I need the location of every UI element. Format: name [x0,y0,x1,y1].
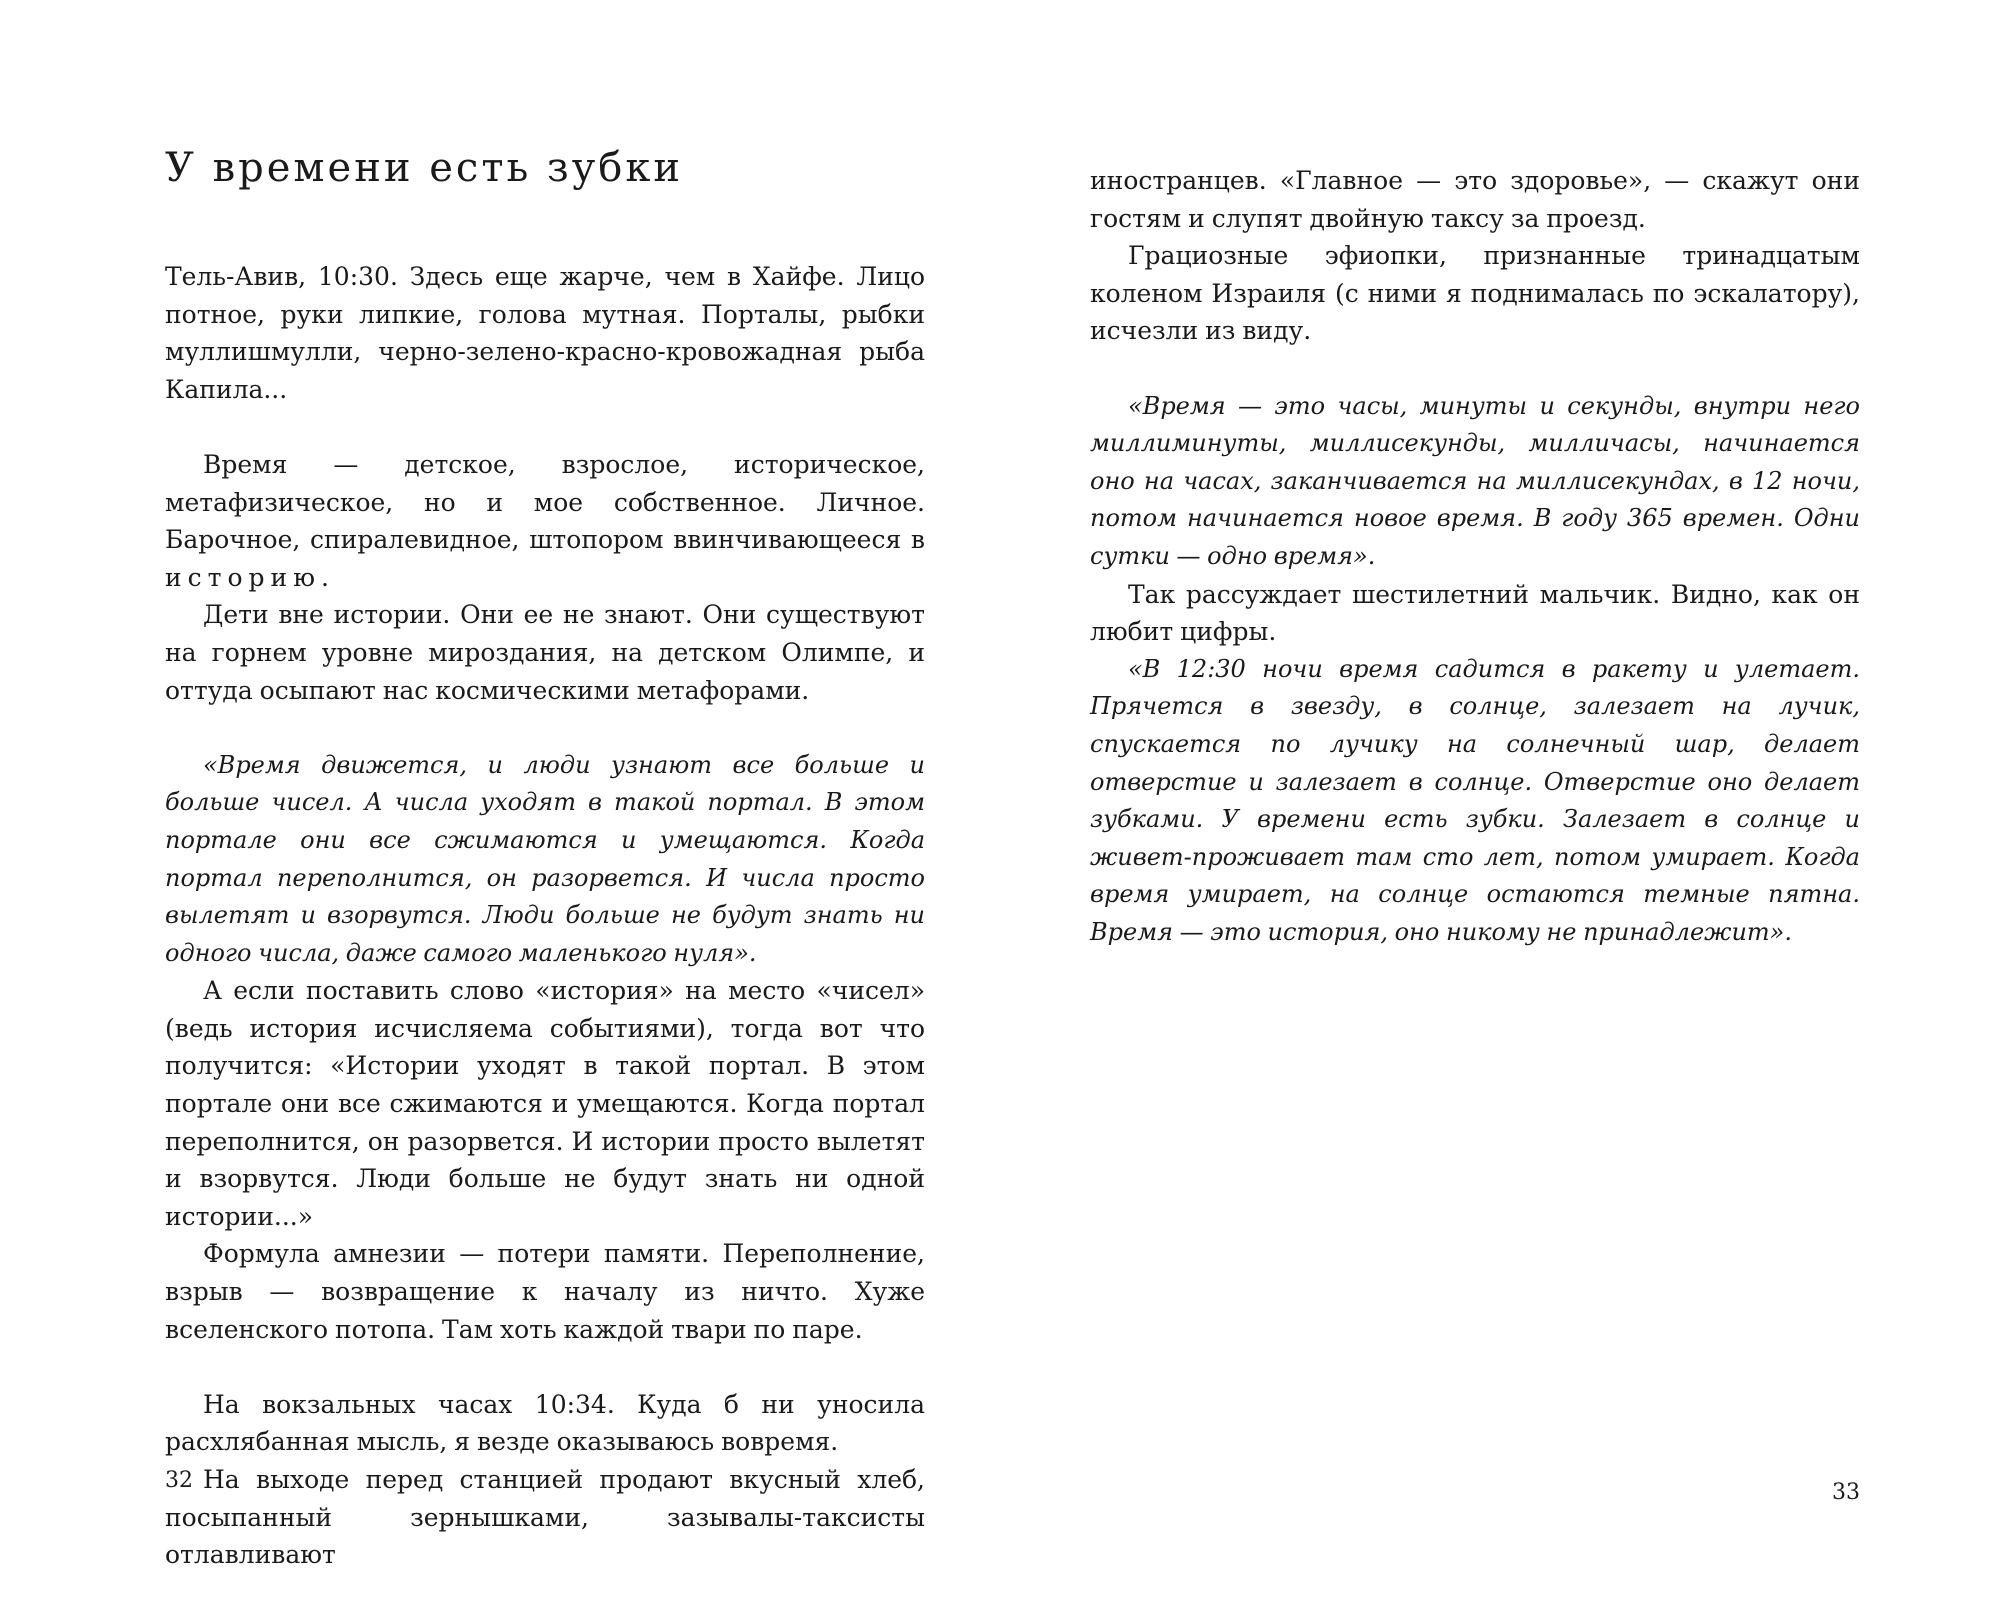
quote-paragraph: «В 12:30 ночи время садится в ракету и улетает. Прячется в звезду, в солнце, залезает на лучик, спускается по лучику на солнечный шар, делает отверстие и залезает в солнце. Отверстие оно делает зубками. У времени есть зубки. Залезает в солнце и живет-проживает там сто лет, потом умирает. Когда время умирает, на солнце остаются темные пятна. Время — это история, оно никому не принадлежит». [1090,654,1860,946]
paragraph: Так рассуждает шестилетний мальчик. Видно, как он любит цифры. [1090,579,1860,647]
page-number-left: 32 [165,1468,193,1493]
paragraph-text: Время — детское, взрослое, историческое, метафизическое, но и мое собственное. Личное. Барочное, спиралевидное, штопором ввинчивающееся в [165,449,925,555]
paragraph: А если поставить слово «история» на место «чисел» (ведь история исчисляема событиями), тогда вот что получится: «Истории уходят в такой портал. В этом портале они все сжимаются и умещаются. Когда портал переполнится, он разорвется. И истории просто вылетят и взорвутся. Люди больше не будут знать ни одной истории...» [165,976,925,1231]
quote-paragraph: «Время — это часы, минуты и секунды, внутри него миллиминуты, миллисекунды, милличасы, начинается оно на часах, заканчивается на миллисекундах, в 12 ночи, потом начинается новое время. В году 365 времен. Одни сутки — одно время». [1090,391,1860,570]
spaced-word: историю [165,562,321,592]
left-page [165,0,925,1597]
paragraph: Формула амнезии — потери памяти. Переполнение, взрыв — возвращение к началу из ничто. Хуже вселенского потопа. Там хоть каждой твари по паре. [165,1239,925,1344]
paragraph: На вокзальных часах 10:34. Куда б ни уносила расхлябанная мысль, я везде оказываюсь вовремя. [165,1389,925,1457]
chapter-title: У времени есть зубки [165,145,684,191]
paragraph: Время — детское, взрослое, историческое, метафизическое, но и мое собственное. Личное. Барочное, спиралевидное, штопором ввинчивающееся в историю. [165,449,925,592]
paragraph: На выходе перед станцией продают вкусный хлеб, посыпанный зернышками, зазывалы-таксисты отлавливают [165,1465,925,1570]
paragraph: Грациозные эфиопки, признанные тринадцатым коленом Израиля (с ними я поднималась по эскалатору), исчезли из виду. [1090,241,1860,346]
paragraph: Тель-Авив, 10:30. Здесь еще жарче, чем в Хайфе. Лицо потное, руки липкие, голова мутная. Порталы, рыбки муллишмулли, черно-зелено-красно-кровожадная рыба Капила... [165,262,925,404]
right-text-block [1090,162,1860,951]
page-number-right: 33 [1832,1480,1860,1505]
right-page [1090,0,1860,1597]
paragraph: Дети вне истории. Они ее не знают. Они существуют на горнем уровне мироздания, на детском Олимпе, и оттуда осыпают нас космическими метафорами. [165,600,925,705]
left-text-block [165,258,925,1574]
quote-paragraph: «Время движется, и люди узнают все больше и больше чисел. А числа уходят в такой портал. В этом портале они все сжимаются и умещаются. Когда портал переполнится, он разорвется. И числа просто вылетят и взорвутся. Люди больше не будут знать ни одного числа, даже самого маленького нуля». [165,750,925,967]
paragraph: иностранцев. «Главное — это здоровье», — скажут они гостям и слупят двойную таксу за проезд. [1090,166,1860,233]
